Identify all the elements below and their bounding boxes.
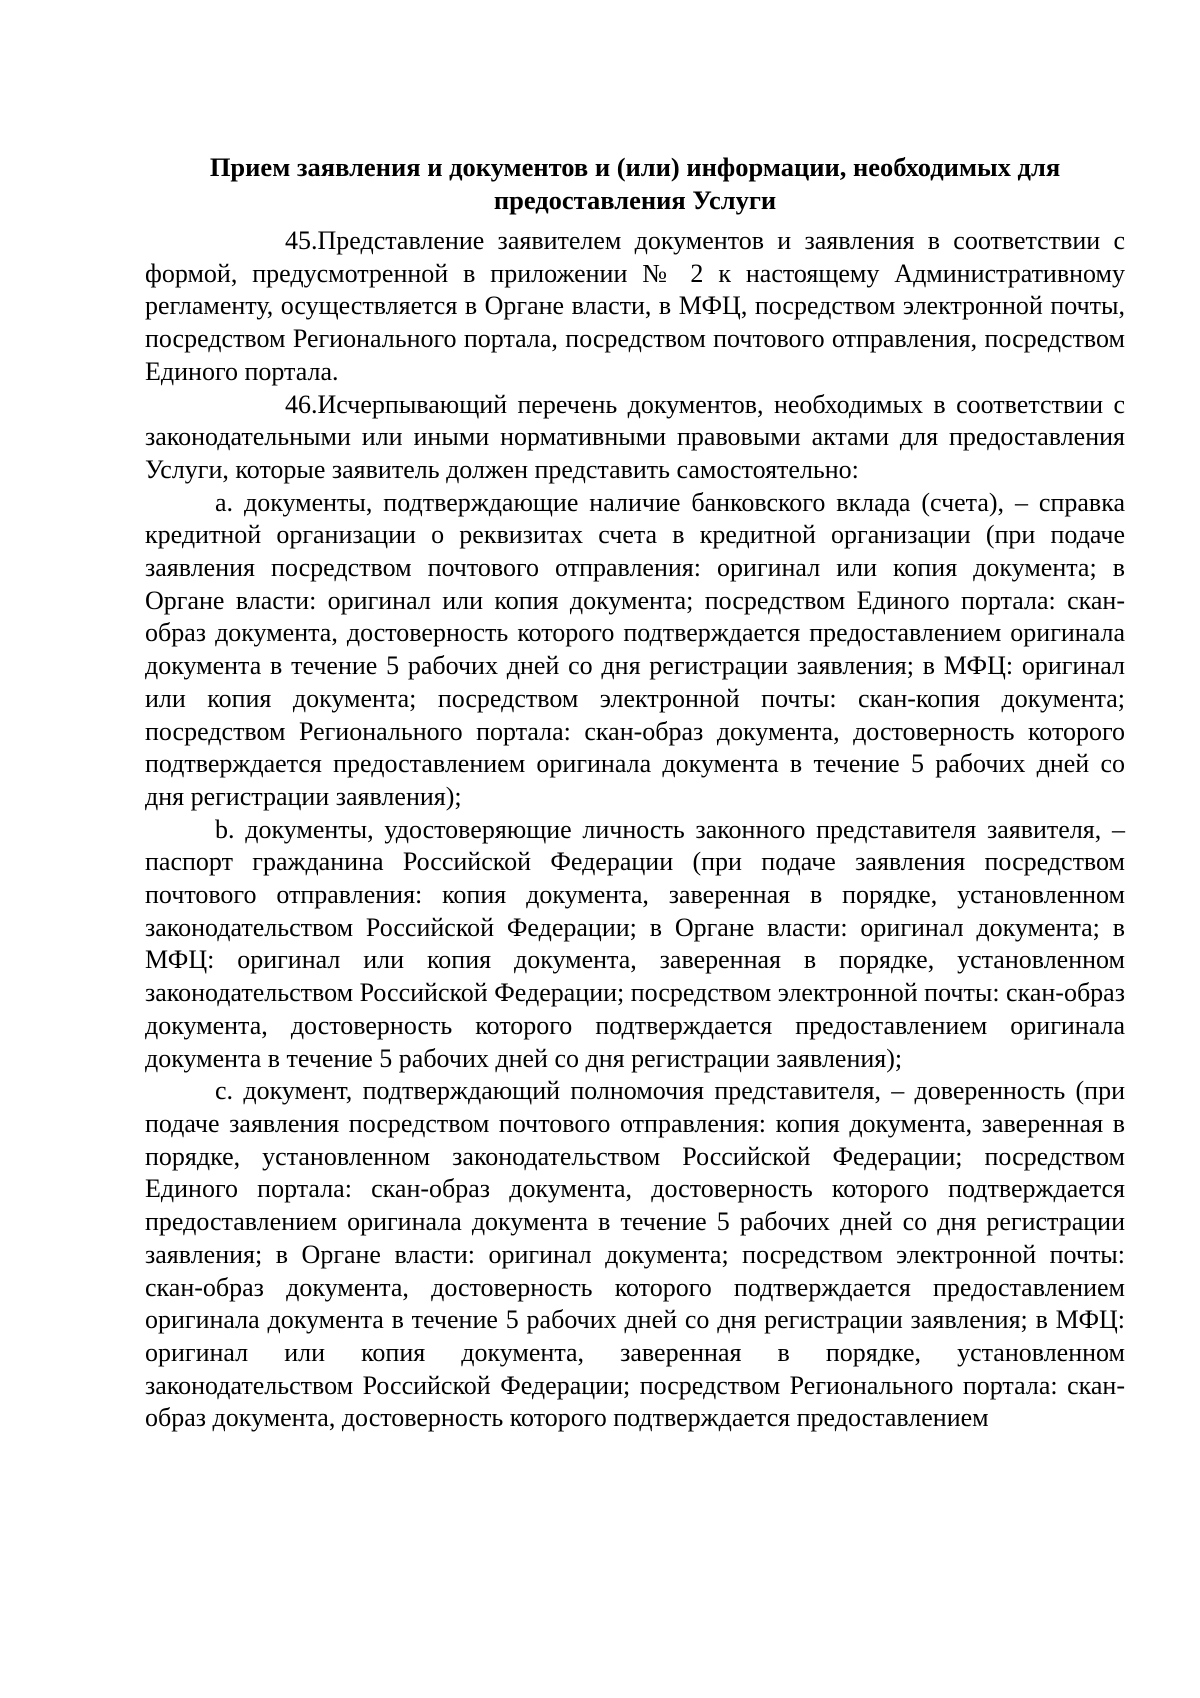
paragraph-number: 45. bbox=[285, 226, 318, 255]
list-item-text: документ, подтверждающий полномочия представителя, – доверенность (при подаче заявления посредством почтового отправления: копия документа, заверенная в порядке, установленном законодательством Российской Федерации; посредством Единого портала: скан-образ документа, достоверность которого подтверждается предоставлением оригинала документа в течение 5 рабочих дней со дня регистрации заявления; в Органе власти: оригинал документа; посредством электронной почты: скан-образ документа, достоверность которого подтверждается предоставлением оригинала документа в течение 5 рабочих дней со дня регистрации заявления; в МФЦ: оригинал или копия документа, заверенная в порядке, установленном законодательством Российской Федерации; посредством Регионального портала: скан-образ документа, достоверность которого подтверждается предоставлением bbox=[145, 1076, 1125, 1433]
paragraph-text: Представление заявителем документов и заявления в соответствии с формой, предусмотренной в приложении № 2 к настоящему Административному регламенту, осуществляется в Органе власти, в МФЦ, посредством электронной почты, посредством Регионального портала, посредством почтового отправления, посредством Единого портала. bbox=[145, 226, 1125, 386]
list-item-text: документы, удостоверяющие личность законного представителя заявителя, – паспорт гражданина Российской Федерации (при подаче заявления посредством почтового отправления: копия документа, заверенная в порядке, установленном законодательством Российской Федерации; в Органе власти: оригинал документа; в МФЦ: оригинал или копия документа, заверенная в порядке, установленном законодательством Российской Федерации; посредством электронной почты: скан-образ документа, достоверность которого подтверждается предоставлением оригинала документа в течение 5 рабочих дней со дня регистрации заявления); bbox=[145, 814, 1125, 1073]
document-body bbox=[145, 151, 1125, 1435]
list-item-letter: b. bbox=[215, 814, 235, 844]
list-item-b bbox=[145, 814, 1125, 1076]
list-item-a bbox=[145, 487, 1125, 814]
list-item-letter: a. bbox=[215, 487, 234, 517]
paragraph-46 bbox=[145, 389, 1125, 487]
list-item-text: документы, подтверждающие наличие банковского вклада (счета), – справка кредитной организации о реквизитах счета в кредитной организации (при подаче заявления посредством почтового отправления: оригинал или копия документа; в Органе власти: оригинал или копия документа; посредством Единого портала: скан-образ документа, достоверность которого подтверждается предоставлением оригинала документа в течение 5 рабочих дней со дня регистрации заявления; в МФЦ: оригинал или копия документа; посредством электронной почты: скан-копия документа; посредством Регионального портала: скан-образ документа, достоверность которого подтверждается предоставлением оригинала документа в течение 5 рабочих дней со дня регистрации заявления); bbox=[145, 487, 1125, 811]
list-item-letter: c. bbox=[215, 1076, 234, 1106]
list-item-c bbox=[145, 1075, 1125, 1435]
section-title-line-1: Прием заявления и документов и (или) информации, необходимых для bbox=[209, 152, 1061, 182]
paragraph-number: 46. bbox=[285, 389, 318, 419]
section-title bbox=[145, 151, 1125, 217]
paragraph-45 bbox=[145, 225, 1125, 389]
section-title-line-2: предоставления Услуги bbox=[493, 185, 777, 215]
paragraph-text: Исчерпывающий перечень документов, необходимых в соответствии с законодательными или иными нормативными правовыми актами для предоставления Услуги, которые заявитель должен представить самостоятельно: bbox=[145, 389, 1125, 484]
